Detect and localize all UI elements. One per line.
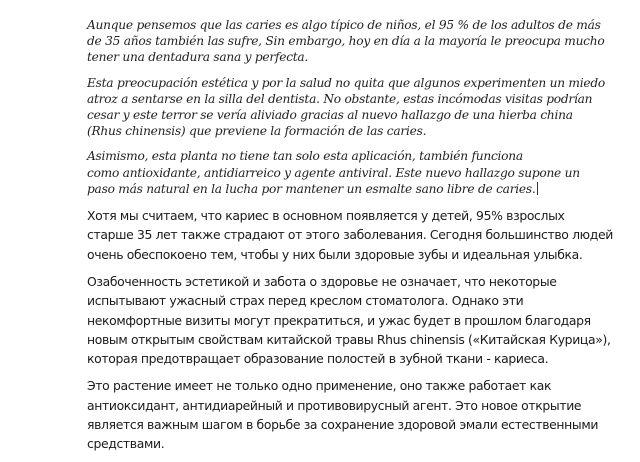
- text-line: paso más natural en la lucha por mantener un esmalte sano libre de caries.: [87, 181, 536, 196]
- text-line: средствами.: [87, 436, 165, 452]
- russian-paragraph-3[interactable]: [87, 376, 632, 453]
- text-line: Esta preocupación estética y por la salud no quita que algunos experimenten un miedo: [87, 75, 605, 90]
- text-cursor: [537, 182, 538, 195]
- text-line: старше 35 лет также страдают от этого заболевания. Сегодня большинство людей: [87, 227, 613, 243]
- text-line: Asimismo, esta planta no tiene tan solo esta aplicación, también funciona: [87, 149, 523, 164]
- text-line: (Rhus chinensis) que previene la formación de las caries.: [87, 124, 427, 139]
- text-line: которая предотвращает образование полостей в зубной ткани - кариеса.: [87, 351, 549, 367]
- text-line: atroz a sentarse en la silla del dentista. No obstante, estas incómodas visitas podrían: [87, 91, 593, 106]
- text-line: cesar y este terror se vería aliviado gracias al nuevo hallazgo de una hierba china: [87, 108, 573, 123]
- text-line: Хотя мы считаем, что кариес в основном появляется у детей, 95% взрослых: [87, 208, 565, 224]
- text-line: очень обеспокоено тем, чтобы у них были здоровые зубы и идеальная улыбка.: [87, 246, 583, 262]
- text-line: Озабоченность эстетикой и забота о здоровье не означает, что некоторые: [87, 273, 557, 289]
- spanish-paragraph-1[interactable]: [87, 17, 632, 66]
- text-line: de 35 años también las sufre, Sin embargo, hoy en día a la mayoría le preocupa mucho: [87, 34, 605, 49]
- text-line: испытывают ужасный страх перед креслом стоматолога. Однако эти: [87, 293, 524, 309]
- text-line-with-cursor: [87, 181, 632, 197]
- text-line: некомфортные визиты могут прекратиться, и ужас будет в прошлом благодаря: [87, 312, 591, 328]
- text-line: антиоксидант, антидиарейный и противовирусный агент. Это новое открытие: [87, 397, 582, 413]
- russian-paragraph-2[interactable]: [87, 272, 632, 368]
- text-line: является важным шагом в борьбе за сохранение здоровой эмали естественными: [87, 417, 599, 432]
- text-line: новым открытым свойствам китайской травы Rhus chinensis («Китайская Курица»),: [87, 331, 611, 347]
- spanish-paragraph-3[interactable]: [87, 148, 632, 197]
- russian-paragraph-1[interactable]: [87, 206, 632, 264]
- text-line: Это растение имеет не только одно применение, оно также работает как: [87, 378, 552, 394]
- text-line: tener una dentadura sana y perfecta.: [87, 50, 309, 65]
- text-line: como antioxidante, antidiarreico y agente antiviral. Este nuevo hallazgo supone un: [87, 165, 580, 180]
- text-line: Aunque pensemos que las caries es algo típico de niños, el 95 % de los adultos de más: [87, 18, 601, 32]
- document-body[interactable]: [87, 17, 632, 462]
- spanish-paragraph-2[interactable]: [87, 75, 632, 140]
